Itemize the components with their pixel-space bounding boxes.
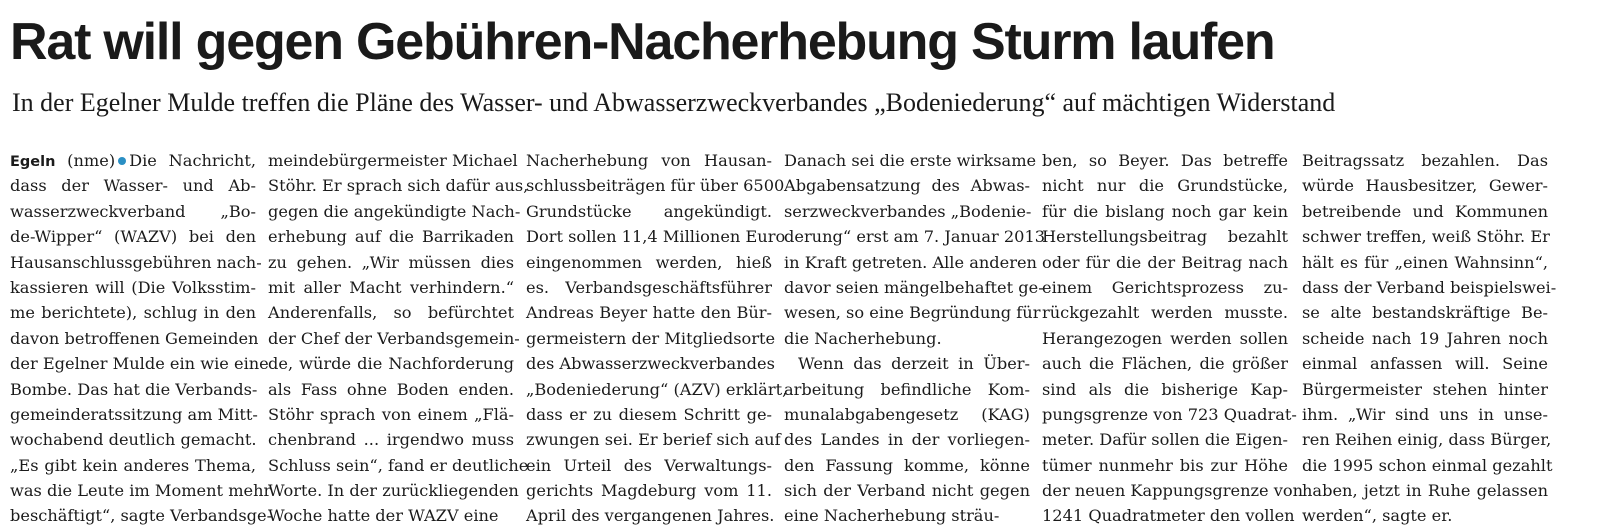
text-line: sind als die bisherige Kap- xyxy=(1042,379,1288,399)
text-line: derung“ erst am 7. Januar 2013 xyxy=(784,227,1046,247)
text-line: Grundstücke angekündigt. xyxy=(526,201,772,221)
article-body xyxy=(10,148,1610,526)
text-line: die Nacherhebung. xyxy=(784,328,942,348)
text-line: wochabend deutlich gemacht. xyxy=(10,430,257,450)
text-line: germeistern der Mitgliedsorte xyxy=(526,328,776,348)
text-line: Andreas Beyer hatte den Bür- xyxy=(526,303,772,323)
article-column-1 xyxy=(10,148,273,529)
text-line: auch die Flächen, die größer xyxy=(1042,354,1288,374)
text-line: kassieren will (Die Volksstim- xyxy=(10,277,256,297)
text-line: dass er zu diesem Schritt ge- xyxy=(526,404,772,424)
text-line: Bombe. Das hat die Verbands- xyxy=(10,379,258,399)
text-line: Abgabensatzung des Abwas- xyxy=(784,176,1030,196)
text-line: Herstellungsbeitrag bezahlt xyxy=(1042,227,1288,247)
text-line: rückgezahlt werden musste. xyxy=(1042,303,1288,323)
text-line: des Abwasserzweckverbandes xyxy=(526,354,775,374)
text-line: sich der Verband nicht gegen xyxy=(784,481,1030,501)
text-line: oder für die der Beitrag nach xyxy=(1042,252,1288,272)
text-line: eingenommen werden, hieß xyxy=(526,252,772,272)
text-line: Stöhr. Er sprach sich dafür aus, xyxy=(268,176,529,196)
text-line: chenbrand ... irgendwo muss xyxy=(268,430,514,450)
text-line: Hausanschlussgebühren nach- xyxy=(10,252,262,272)
article-column-2 xyxy=(268,148,529,529)
text-line: zu gehen. „Wir müssen dies xyxy=(268,252,514,272)
article-subheadline: In der Egelner Mulde treffen die Pläne des Wasser- und Abwasserzweckverbandes „Bodeniederung“ auf mächtigen Widerstand xyxy=(12,88,1336,117)
text-line: wesen, so eine Begründung für xyxy=(784,303,1041,323)
article-column-3 xyxy=(526,148,788,529)
dateline-text: Die Nachricht, xyxy=(129,151,256,170)
text-line: scheide nach 19 Jahren noch xyxy=(1302,328,1548,348)
article-column-4 xyxy=(784,148,1046,529)
text-line: hält es für „einen Wahnsinn“, xyxy=(1302,252,1548,272)
text-line: gemeinderatssitzung am Mitt- xyxy=(10,404,258,424)
text-line: ben, so Beyer. Das betreffe xyxy=(1042,151,1288,170)
text-line: einmal anfassen will. Seine xyxy=(1302,354,1548,374)
text-line: me berichtete), schlug in den xyxy=(10,303,256,323)
article-column-5 xyxy=(1042,148,1304,529)
text-line: Woche hatte der WAZV eine xyxy=(268,506,499,526)
text-line: serzweckverbandes „Bodenie- xyxy=(784,201,1032,221)
text-line: haben, jetzt in Ruhe gelassen xyxy=(1302,481,1548,501)
text-line: zwungen sei. Er berief sich auf xyxy=(526,430,781,450)
text-line: Nacherhebung von Hausan- xyxy=(526,151,772,170)
text-line: Beitragssatz bezahlen. Das xyxy=(1302,151,1548,170)
text-line: dass der Verband beispielswei- xyxy=(1302,277,1557,297)
text-line: ein Urteil des Verwaltungs- xyxy=(526,455,772,475)
text-line: davor seien mängelbehaftet ge- xyxy=(784,277,1044,297)
text-line: betreibende und Kommunen xyxy=(1302,201,1548,221)
text-line: erhebung auf die Barrikaden xyxy=(268,227,514,247)
text-line: Schluss sein“, fand er deutliche xyxy=(268,455,529,475)
dateline-city: Egeln xyxy=(10,154,56,170)
text-line: es. Verbandsgeschäftsführer xyxy=(526,277,772,297)
text-line: schlussbeiträgen für über 6500 xyxy=(526,176,785,196)
bullet-icon xyxy=(118,157,126,165)
text-line: meindebürgermeister Michael xyxy=(268,151,518,170)
text-line: der Egelner Mulde ein wie eine xyxy=(10,354,269,374)
text-line: die 1995 schon einmal gezahlt xyxy=(1302,455,1553,475)
text-line: würde Hausbesitzer, Gewer- xyxy=(1302,176,1548,196)
text-line: munalabgabengesetz (KAG) xyxy=(784,404,1030,424)
text-line: de, würde die Nachforderung xyxy=(268,354,514,374)
text-line: „Es gibt kein anderes Thema, xyxy=(10,455,256,475)
text-line: April des vergangenen Jahres. xyxy=(526,506,775,526)
text-line: der neuen Kappungsgrenze von xyxy=(1042,481,1304,501)
text-line: eine Nacherhebung sträu- xyxy=(784,506,1000,526)
text-line: schwer treffen, weiß Stöhr. Er xyxy=(1302,227,1550,247)
text-line: meter. Dafür sollen die Eigen- xyxy=(1042,430,1288,450)
article-column-6 xyxy=(1302,148,1557,529)
dateline-author: (nme) xyxy=(67,151,116,170)
text-line: Anderenfalls, so befürchtet xyxy=(268,303,514,323)
text-line: dass der Wasser- und Ab- xyxy=(10,176,256,196)
text-line: wasserzweckverband „Bo- xyxy=(10,201,256,221)
text-line: davon betroffenen Gemeinden xyxy=(10,328,259,348)
text-line: ren Reihen einig, dass Bürger, xyxy=(1302,430,1552,450)
text-line: den Fassung komme, könne xyxy=(784,455,1030,475)
text-line: einem Gerichtsprozess zu- xyxy=(1042,277,1288,297)
text-line: Bürgermeister stehen hinter xyxy=(1302,379,1548,399)
text-line: nicht nur die Grundstücke, xyxy=(1042,176,1288,196)
text-line: Wenn das derzeit in Über- xyxy=(798,354,1030,374)
text-line: was die Leute im Moment mehr xyxy=(10,481,272,501)
text-line: für die bislang noch gar kein xyxy=(1042,201,1288,221)
text-line: tümer nunmehr bis zur Höhe xyxy=(1042,455,1288,475)
text-line: se alte bestandskräftige Be- xyxy=(1302,303,1548,323)
text-line: ihm. „Wir sind uns in unse- xyxy=(1302,404,1548,424)
dateline-line xyxy=(10,148,256,173)
text-line: Danach sei die erste wirksame xyxy=(784,151,1037,170)
text-line: in Kraft getreten. Alle anderen xyxy=(784,252,1037,272)
text-line: gegen die angekündigte Nach- xyxy=(268,201,521,221)
text-line: gerichts Magdeburg vom 11. xyxy=(526,481,772,501)
text-line: Dort sollen 11,4 Millionen Euro xyxy=(526,227,786,247)
text-line: als Fass ohne Boden enden. xyxy=(268,379,514,399)
article-headline: Rat will gegen Gebühren-Nacherhebung Sturm laufen xyxy=(10,13,1275,71)
text-line: mit aller Macht verhindern.“ xyxy=(268,277,514,297)
text-line: 1241 Quadratmeter den vollen xyxy=(1042,506,1295,526)
text-line: beschäftigt“, sagte Verbandsge- xyxy=(10,506,273,526)
text-line: de-Wipper“ (WAZV) bei den xyxy=(10,227,256,247)
text-line: „Bodeniederung“ (AZV) erklärt, xyxy=(526,379,788,399)
text-line: der Chef der Verbandsgemein- xyxy=(268,328,520,348)
text-line: des Landes in der vorliegen- xyxy=(784,430,1030,450)
text-line: Herangezogen werden sollen xyxy=(1042,328,1288,348)
text-line: Worte. In der zurückliegenden xyxy=(268,481,519,501)
text-line: arbeitung befindliche Kom- xyxy=(784,379,1030,399)
text-line: pungsgrenze von 723 Quadrat- xyxy=(1042,404,1297,424)
text-line: Stöhr sprach von einem „Flä- xyxy=(268,404,514,424)
text-line: werden“, sagte er. xyxy=(1302,506,1453,526)
